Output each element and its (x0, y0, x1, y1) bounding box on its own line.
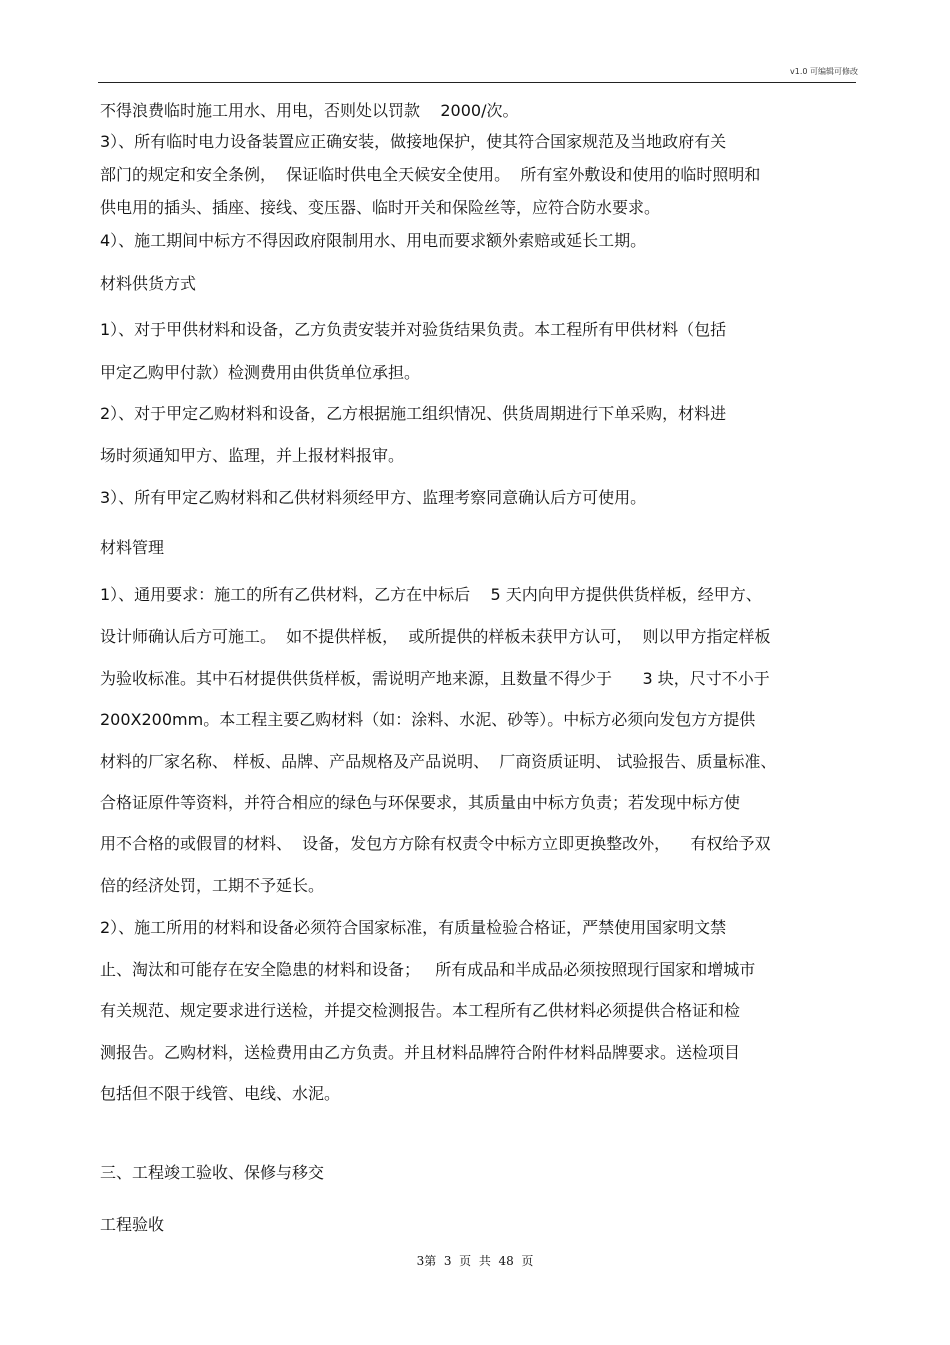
section-heading-acceptance: 工程验收 (100, 1215, 165, 1234)
section-heading-material-supply: 材料供货方式 (100, 274, 197, 293)
body-line: 合格证原件等资料，并符合相应的绿色与环保要求，其质量由中标方负责；若发现中标方使 (100, 793, 741, 812)
body-line: 1）、通用要求：施工的所有乙供材料，乙方在中标后 5 天内向甲方提供供货样板，经甲方、 (100, 585, 762, 604)
body-line: 不得浪费临时施工用水、用电，否则处以罚款 2000/次。 (100, 101, 519, 120)
body-line: 甲定乙购甲付款）检测费用由供货单位承担。 (100, 363, 421, 382)
body-line: 场时须通知甲方、监理，并上报材料报审。 (100, 446, 405, 465)
body-line: 3）、所有甲定乙购材料和乙供材料须经甲方、监理考察同意确认后方可使用。 (100, 488, 647, 507)
body-line: 测报告。乙购材料，送检费用由乙方负责。并且材料品牌符合附件材料品牌要求。送检项目 (100, 1043, 741, 1062)
body-line: 供电用的插头、插座、接线、变压器、临时开关和保险丝等，应符合防水要求。 (100, 198, 661, 217)
page-footer: 3第 3 页 共 48 页 (416, 1254, 534, 1268)
body-line: 200X200mm。本工程主要乙购材料（如：涂料、水泥、砂等）。中标方必须向发包方方提供 (100, 710, 756, 729)
body-line: 包括但不限于线管、电线、水泥。 (100, 1084, 341, 1103)
body-line: 3）、所有临时电力设备装置应正确安装，做接地保护，使其符合国家规范及当地政府有关 (100, 132, 727, 151)
chapter-heading: 三、工程竣工验收、保修与移交 (100, 1163, 325, 1182)
body-line: 有关规范、规定要求进行送检，并提交检测报告。本工程所有乙供材料必须提供合格证和检 (100, 1001, 741, 1020)
version-tag: v1.0 可编辑可修改 (790, 67, 858, 76)
body-line: 材料的厂家名称、 样板、品牌、产品规格及产品说明、 厂商资质证明、 试验报告、质量标准、 (100, 752, 777, 771)
body-line: 部门的规定和安全条例， 保证临时供电全天候安全使用。 所有室外敷设和使用的临时照明和 (100, 165, 761, 184)
body-line: 为验收标准。其中石材提供供货样板，需说明产地来源，且数量不得少于 3 块，尺寸不小于 (100, 669, 770, 688)
body-line: 设计师确认后方可施工。 如不提供样板， 或所提供的样板未获甲方认可， 则以甲方指定样板 (100, 627, 771, 646)
body-line: 止、淘汰和可能存在安全隐患的材料和设备； 所有成品和半成品必须按照现行国家和增城市 (100, 960, 756, 979)
body-line: 倍的经济处罚，工期不予延长。 (100, 876, 325, 895)
body-line: 用不合格的或假冒的材料、 设备，发包方方除有权责令中标方立即更换整改外， 有权给予双 (100, 834, 771, 853)
section-heading-material-management: 材料管理 (100, 538, 165, 557)
body-line: 2）、施工所用的材料和设备必须符合国家标准，有质量检验合格证，严禁使用国家明文禁 (100, 918, 727, 937)
body-line: 1）、对于甲供材料和设备，乙方负责安装并对验货结果负责。本工程所有甲供材料（包括 (100, 320, 727, 339)
header-divider (98, 82, 856, 83)
body-line: 2）、对于甲定乙购材料和设备，乙方根据施工组织情况、供货周期进行下单采购，材料进 (100, 404, 727, 423)
body-line: 4）、施工期间中标方不得因政府限制用水、用电而要求额外索赔或延长工期。 (100, 231, 647, 250)
